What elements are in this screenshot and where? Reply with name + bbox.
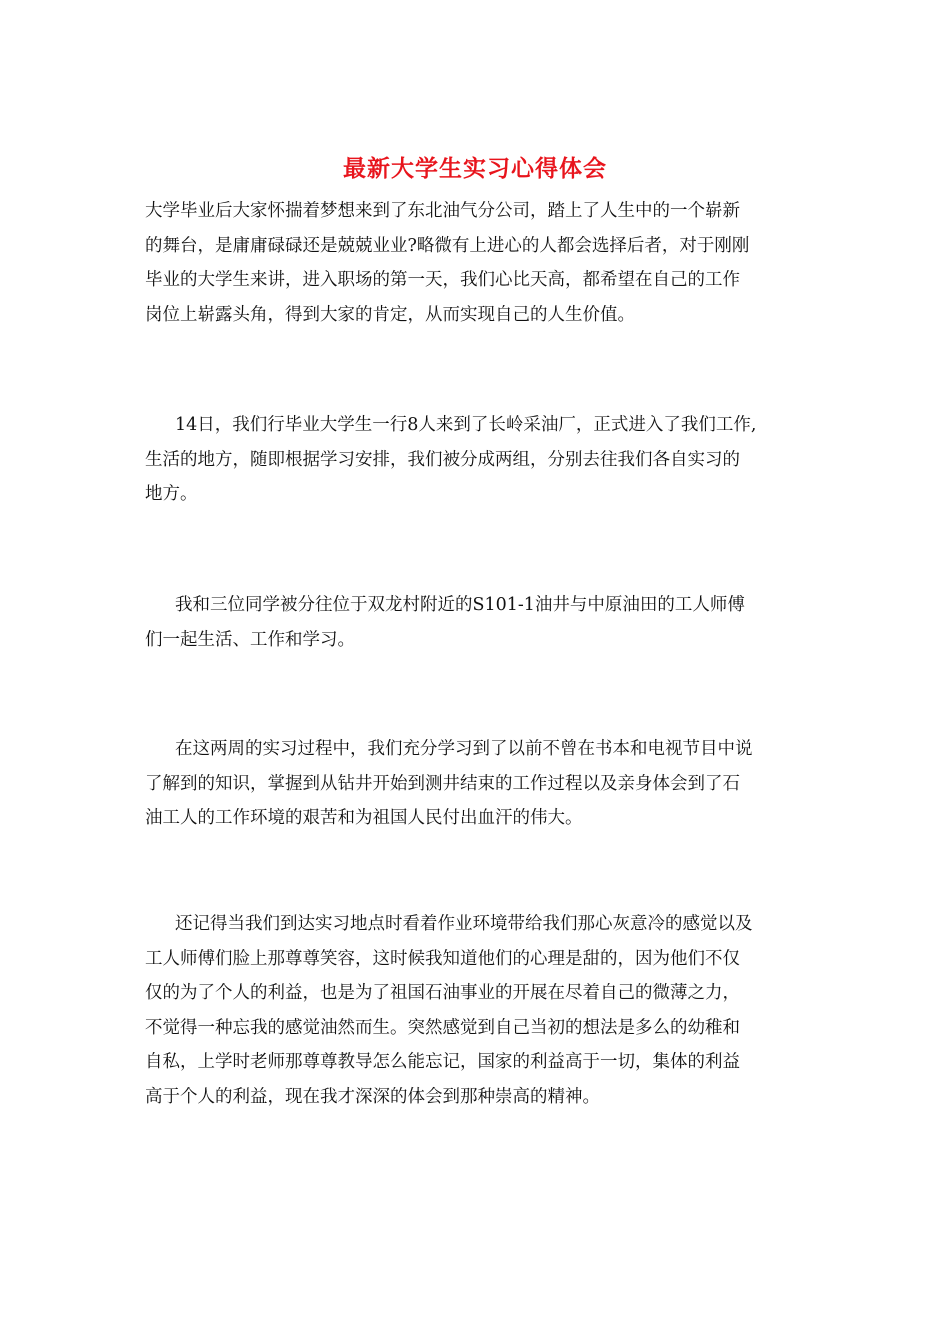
paragraph-line: 岗位上崭露头角，得到大家的肯定，从而实现自己的人生价值。 xyxy=(145,304,635,325)
paragraph-line: 们一起生活、工作和学习。 xyxy=(145,629,355,650)
paragraph-line: 自私，上学时老师那尊尊教导怎么能忘记，国家的利益高于一切，集体的利益 xyxy=(145,1052,740,1072)
paragraph-line: 在这两周的实习过程中，我们充分学习到了以前不曾在书本和电视节目中说 xyxy=(175,739,753,759)
paragraph-line: 还记得当我们到达实习地点时看着作业环境带给我们那心灰意冷的感觉以及 xyxy=(175,914,753,934)
paragraph-line: 仅的为了个人的利益，也是为了祖国石油事业的开展在尽着自己的微薄之力， xyxy=(145,983,740,1003)
paragraph-4 xyxy=(145,732,825,836)
paragraph-line: 不觉得一种忘我的感觉油然而生。突然感觉到自己当初的想法是多么的幼稚和 xyxy=(145,1017,740,1038)
paragraph-1 xyxy=(145,194,825,332)
paragraph-line: 毕业的大学生来讲，进入职场的第一天，我们心比天高，都希望在自己的工作 xyxy=(145,270,740,290)
paragraph-line: 14日，我们行毕业大学生一行8人来到了长岭采油厂，正式进入了我们工作, xyxy=(175,415,757,435)
paragraph-line: 了解到的知识，掌握到从钻井开始到测井结束的工作过程以及亲身体会到了石 xyxy=(145,773,740,794)
paragraph-5 xyxy=(145,907,825,1114)
paragraph-line: 我和三位同学被分往位于双龙村附近的S101-1油井与中原油田的工人师傅 xyxy=(175,595,745,615)
paragraph-line: 生活的地方，随即根据学习安排，我们被分成两组，分别去往我们各自实习的 xyxy=(145,449,740,470)
paragraph-line: 的舞台，是庸庸碌碌还是兢兢业业?略微有上进心的人都会选择后者，对于刚刚 xyxy=(145,235,750,256)
paragraph-3 xyxy=(145,588,825,657)
paragraph-2 xyxy=(145,408,825,512)
paragraph-line: 油工人的工作环境的艰苦和为祖国人民付出血汗的伟大。 xyxy=(145,808,583,828)
document-title: 最新大学生实习心得体会 xyxy=(343,156,607,182)
paragraph-line: 高于个人的利益，现在我才深深的体会到那种崇高的精神。 xyxy=(145,1086,600,1107)
paragraph-line: 大学毕业后大家怀揣着梦想来到了东北油气分公司，踏上了人生中的一个崭新 xyxy=(145,201,740,221)
paragraph-line: 工人师傅们脸上那尊尊笑容，这时候我知道他们的心理是甜的，因为他们不仅 xyxy=(145,948,740,969)
paragraph-line: 地方。 xyxy=(145,484,198,504)
